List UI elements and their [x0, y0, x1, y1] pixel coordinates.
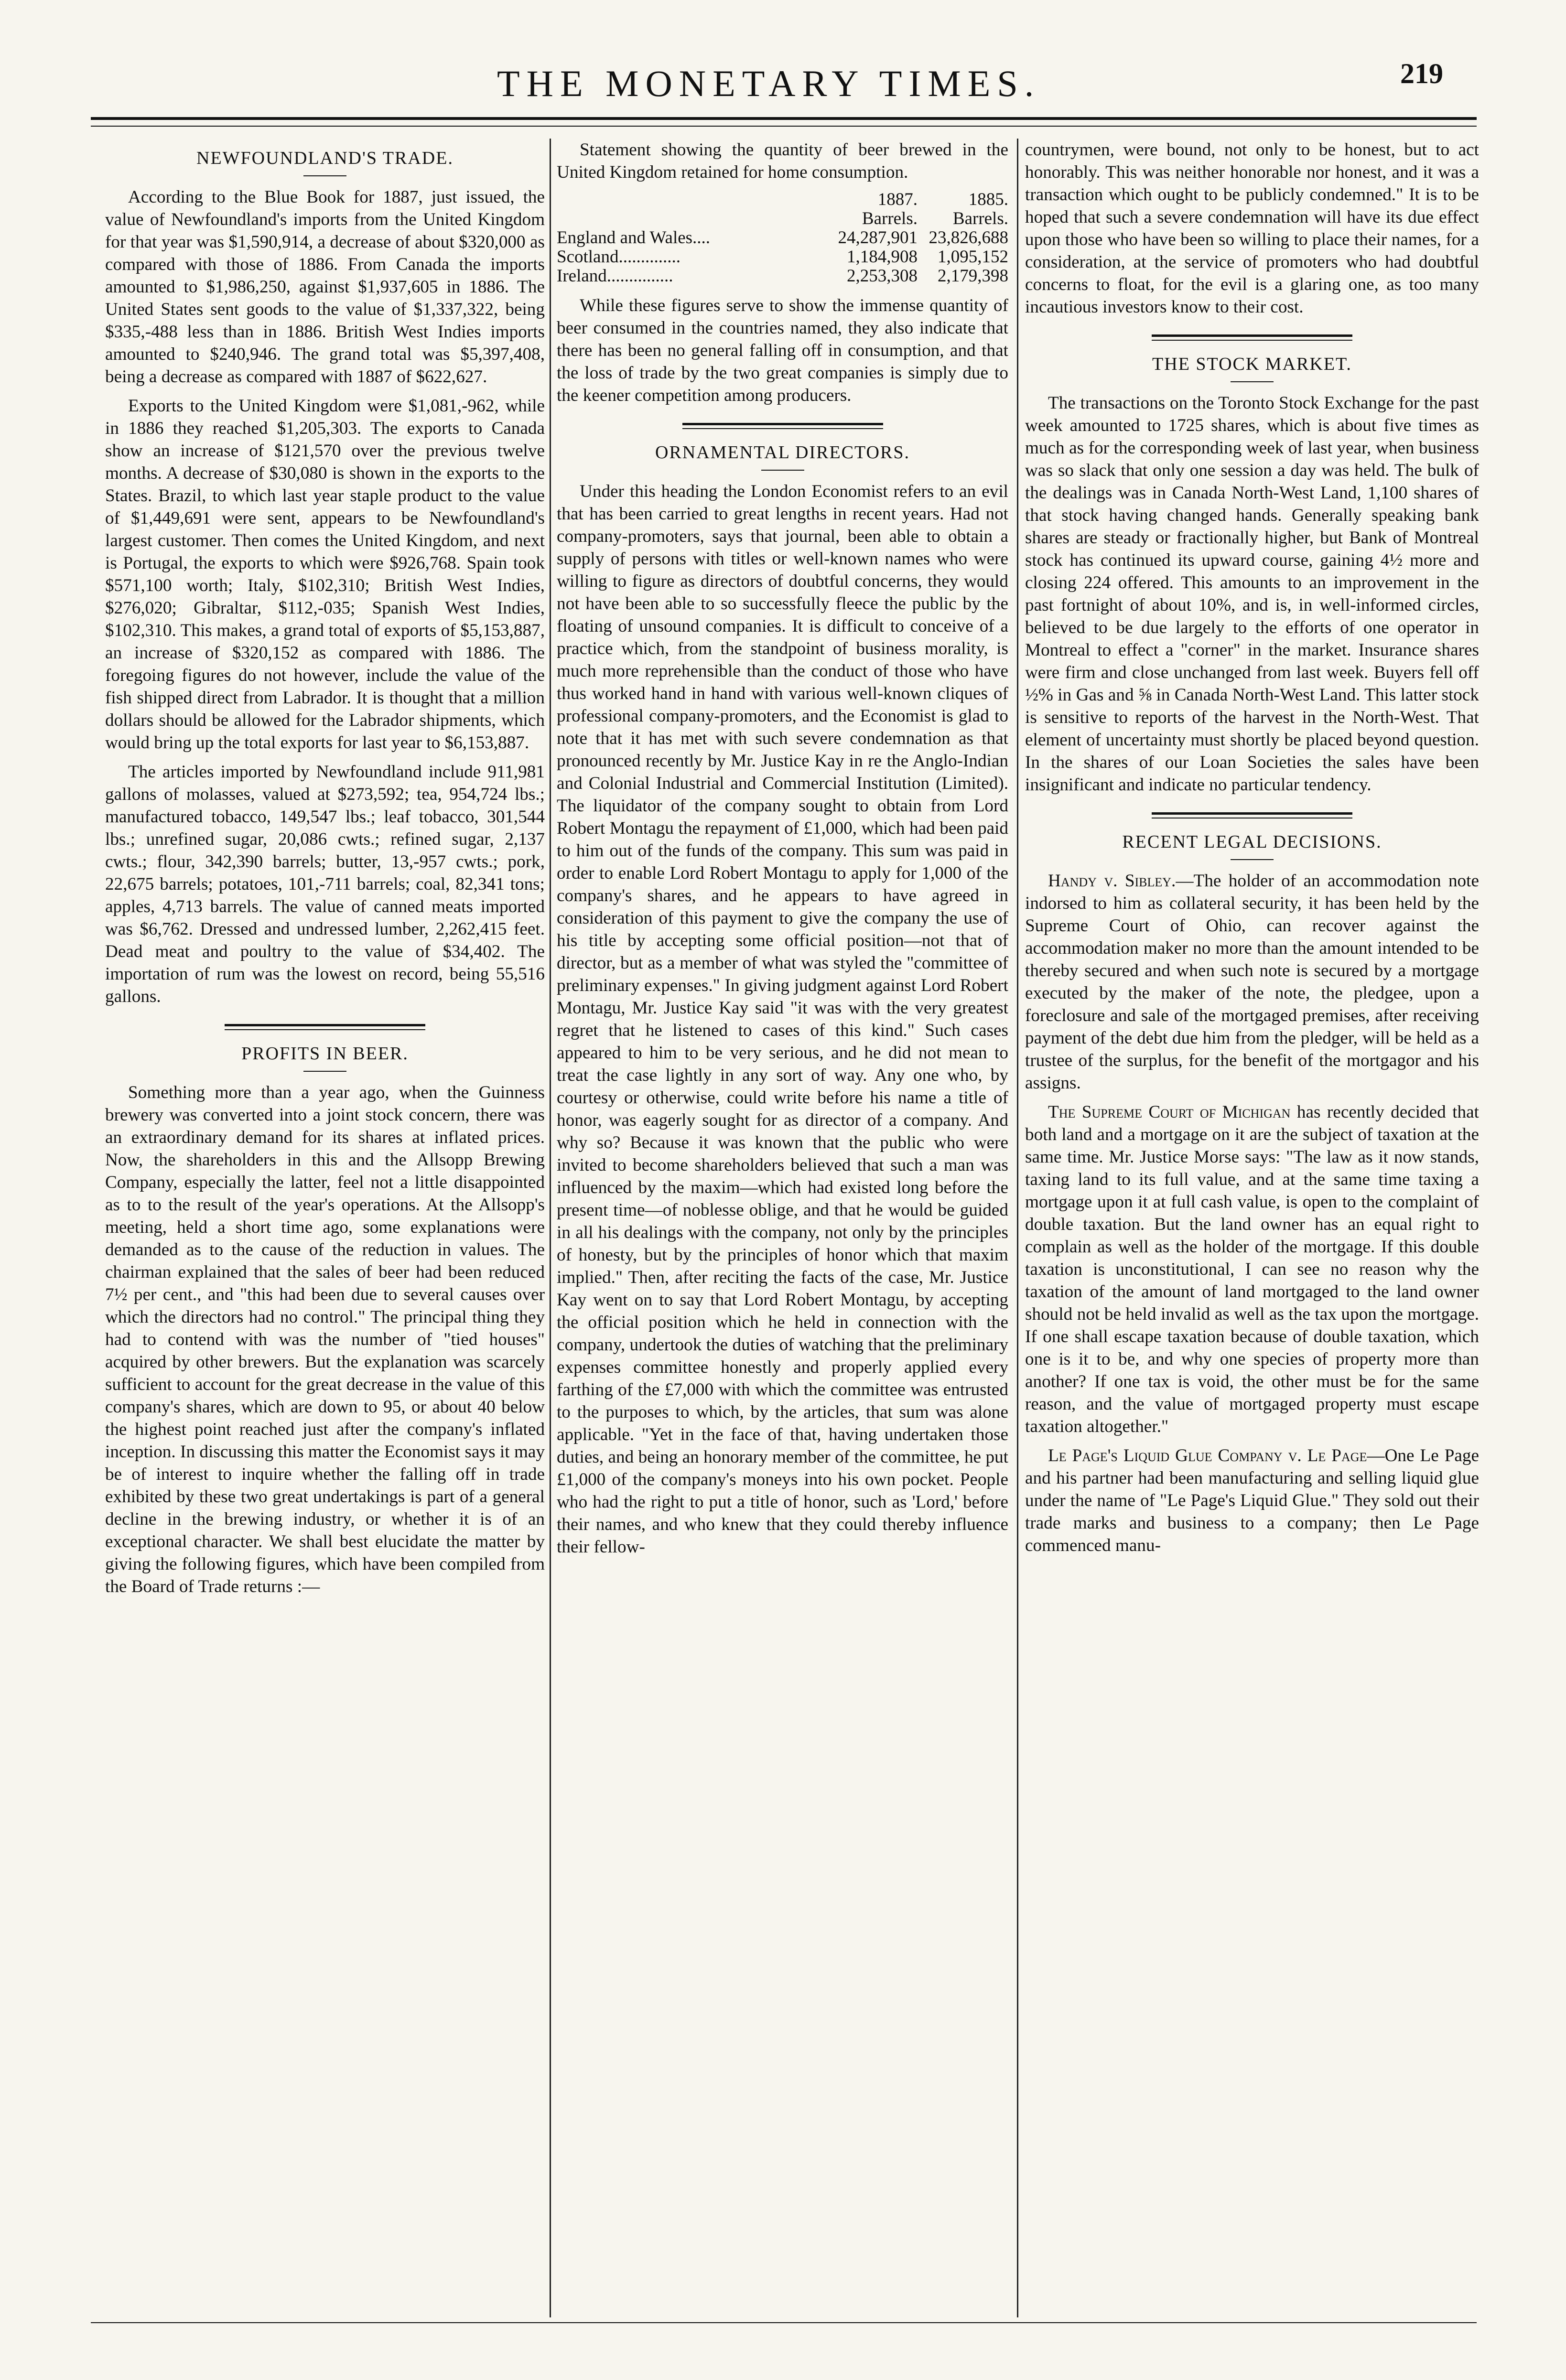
cell-value: 1,184,908: [847, 247, 918, 267]
row-label: Scotland..............: [557, 247, 680, 267]
unit-header: Barrels.: [862, 209, 918, 228]
masthead: [0, 58, 1566, 119]
cell-value: 24,287,901: [838, 228, 918, 248]
short-rule: [1231, 381, 1274, 382]
table-row: [557, 228, 1008, 248]
legal-paragraph: [1025, 1444, 1479, 1557]
short-rule: [303, 175, 346, 176]
section-heading: THE STOCK MARKET.: [1152, 354, 1352, 374]
paragraph: The articles imported by Newfoundland include 911,981 gallons of molasses, valued at $273,592; tea, 954,724 lbs.; manufactured tobacco, 149,547 lbs.; leaf tobacco, 301,544 lbs.; unrefined sugar, 20,086 cwts.; refined sugar, 2,137 cwts.; flour, 342,390 barrels; butter, 13,-957 cwts.; pork, 22,675 barrels; potatoes, 101,-711 barrels; coal, 82,341 tons; apples, 4,713 barrels. The value of canned meats imported was $6,762. Dressed and undressed lumber, 2,262,415 feet. Dead meat and poultry to the value of $34,402. The importation of rum was the lowest on record, being 55,516 gallons.: [105, 762, 545, 1006]
beer-table: [557, 190, 1008, 286]
paragraph: Something more than a year ago, when the Guinness brewery was converted into a joint stock concern, there was an extraordinary demand for its shares at inflated prices. Now, the shareholders in this and the Allsopp Brewing Company, especially the latter, feel not a little disappointed as to to the result of the year's operations. At the Allsopp's meeting, held a short time ago, some explanations were demanded as to the cause of the reduction in values. The chairman explained that the sales of beer had been reduced 7½ per cent., and "this had been due to several causes over which the directors had no control." The principal thing they had to contend with was the number of "tied houses" acquired by other brewers. But the explanation was scarcely sufficient to account for the great decrease in the value of this company's shares, which are down to 95, or about 40 below the highest point reached just after the company's inflated inception. In discussing this matter the Economist says it may be of interest to inquire whether the falling off in trade exhibited by these two great undertakings is part of a general decline in the brewing industry, or whether it is of an exceptional character. We shall best elucidate the matter by giving the following figures, which have been compiled from the Board of Trade returns :—: [105, 1083, 545, 1596]
paragraph: According to the Blue Book for 1887, just issued, the value of Newfoundland's imports from the United Kingdom for that year was $1,590,914, a decrease of about $320,000 as compared with those of 1886. From Canada the imports amounted to $1,986,250, against $1,937,605 in 1886. The United States sent goods to the value of $1,337,322, being $335,-488 less than in 1886. British West Indies imports amounted to $240,946. The grand total was $5,397,408, being a decrease as compared with 1887 of $622,627.: [105, 187, 545, 387]
header-rule-thin: [91, 126, 1477, 127]
short-rule: [1231, 859, 1274, 860]
case-text: —One Le Page and his partner had been manufacturing and selling liquid glue under the name of "Le Page's Liquid Glue." They sold out their trade marks and business to a company; then Le Page commenced manu-: [1025, 1446, 1479, 1555]
short-rule: [303, 1071, 346, 1072]
cell-value: 2,179,398: [938, 266, 1008, 286]
row-label: England and Wales....: [557, 228, 711, 248]
unit-header: Barrels.: [952, 209, 1008, 228]
case-name: Handy v. Sibley.: [1048, 871, 1176, 891]
case-name: Le Page's Liquid Glue Company v. Le Page: [1048, 1446, 1367, 1465]
legal-paragraph: [1025, 870, 1479, 1094]
table-row: [557, 267, 1008, 286]
header-rule: [91, 117, 1477, 120]
publication-title: THE MONETARY TIMES.: [497, 63, 1041, 104]
footer-rule: [91, 2322, 1477, 2323]
table-unit-row: [557, 209, 1008, 228]
column-3: [1025, 139, 1479, 2317]
legal-paragraph: [1025, 1101, 1479, 1438]
section-rule: [225, 1024, 425, 1030]
case-text: —The holder of an accommodation note indorsed to him as collateral security, it has been held by the Supreme Court of Ohio, can recover against the accommodation maker no more than the amount intended to be thereby secured and when such note is secured by a mortgage executed by the maker of the note, the pledgee, upon a foreclosure and sale of the mortgaged premises, after receiving payment of the debt due him from the pledger, will be held as a trustee of the surplus, for the benefit of the mortgagor and his assigns.: [1025, 871, 1479, 1093]
cell-value: 23,826,688: [929, 228, 1008, 248]
paragraph: Under this heading the London Economist refers to an evil that has been carried to great lengths in recent years. Had not company-promoters, says that journal, been able to obtain a supply of persons with titles or well-known names who were willing to figure as directors of doubtful concerns, they would not have been able to so successfully fleece the public by the floating of unsound companies. It is difficult to conceive of a practice which, from the standpoint of business morality, is much more reprehensible than the conduct of those who have thus worked hand in hand with various well-known cliques of professional company-promoters, and the Economist is glad to note that it has met with such severe condemnation as that pronounced recently by Mr. Justice Kay in re the Anglo-Indian and Colonial Industrial and Commercial Institution (Limited). The liquidator of the company sought to obtain from Lord Robert Montagu the repayment of £1,000, which had been paid to him out of the funds of the company. This sum was paid in order to enable Lord Robert Montagu to apply for 1,000 of the company's shares, and he appears to have agreed in consideration of this payment to give the company the use of his title by accepting some official position—not that of director, but as a member of what was styled the "committee of preliminary expenses." In giving judgment against Lord Robert Montagu, Mr. Justice Kay said "it was with the very greatest regret that he listened to cases of this kind." Such cases appeared to him to be very serious, and he did not mean to treat the case lightly in any sort of way. Any one who, by courtesy or otherwise, could write before his name a title of honor, was eagerly sought for as director of a company. And why so? Because it was known that the public who were invited to become shareholders believed that such a man was influenced by the maxim—which had existed long before the present time—of noblesse oblige, and that he would be guided in all his dealings with the company, not only by the principles of honesty, but by the principles of honor which that maxim implied." Then, after reciting the facts of the case, Mr. Justice Kay went on to say that Lord Robert Montagu, by accepting the official position which he held in connection with the company, undertook the duties of watching that the preliminary expenses committee honestly and properly applied every farthing of the £7,000 with which the committee was entrusted to the purposes to which, by the articles, that sum was alone applicable. "Yet in the face of that, having undertaken those duties, and being an honorary member of the committee, he put £1,000 of the company's moneys into his own pocket. People who had the right to put a title of honor, such as 'Lord,' before their names, and who knew that they could thereby influence their fellow-: [557, 482, 1008, 1557]
page-number: 219: [1400, 58, 1443, 89]
table-row: [557, 248, 1008, 267]
case-text: has recently decided that both land and a mortgage on it are the subject of taxation at the same time. Mr. Justice Morse says: "The law as it now stands, taxing land to its full value, and at the same time taxing a mortgage upon it at full cash value, is open to the complaint of double taxation. But the land owner has an equal right to complain as well as the holder of the mortgage. If this double taxation is unconstitutional, I can see no reason why the taxation of the amount of land mortgaged to the land owner should not be held invalid as well as the tax upon the mortgage. If one shall escape taxation because of double taxation, which one is it to be, and why one species of property more than another? If one tax is void, the other must be for the same reason, and the value of mortgaged property must escape taxation altogether.": [1025, 1102, 1479, 1436]
paragraph: While these figures serve to show the immense quantity of beer consumed in the countries named, they also indicate that there has been no general falling off in consumption, and that the loss of trade by the two great companies is simply due to the keener competition among producers.: [557, 296, 1008, 405]
column-2: [557, 139, 1008, 2317]
section-heading: PROFITS IN BEER.: [241, 1044, 409, 1064]
column-1: [105, 139, 545, 2317]
table-header-row: [557, 190, 1008, 209]
section-rule: [1152, 334, 1352, 341]
column-divider: [1017, 139, 1018, 2317]
section-rule: [682, 423, 883, 429]
cell-value: 1,095,152: [938, 247, 1008, 267]
year-header: 1885.: [968, 190, 1008, 209]
short-rule: [761, 470, 804, 471]
year-header: 1887.: [877, 190, 918, 209]
paragraph: Statement showing the quantity of beer brewed in the United Kingdom retained for home consumption.: [557, 140, 1008, 182]
column-divider: [550, 139, 551, 2317]
paragraph: countrymen, were bound, not only to be honest, but to act honorably. This was neither honorable nor honest, and it was a transaction which ought to be publicly condemned." It is to be hoped that such a severe condemnation will have its due effect upon those who have been so willing to place their names, for a consideration, at the service of promoters who had doubtful concerns to float, for the evil is a glaring one, as too many incautious investors know to their cost.: [1025, 140, 1479, 317]
section-heading: RECENT LEGAL DECISIONS.: [1122, 832, 1382, 852]
paragraph: Exports to the United Kingdom were $1,081,-962, while in 1886 they reached $1,205,303. The exports to Canada show an increase of $121,570 over the previous twelve months. A decrease of $30,080 is shown in the exports to the States. Brazil, to which last year staple product to the value of $1,449,691 were sent, appears to be Newfoundland's largest customer. Then comes the United Kingdom, and next is Portugal, the exports to which were $926,768. Spain took $571,100 worth; Italy, $102,310; British West Indies, $276,020; Gibraltar, $112,-035; Spanish West Indies, $102,310. This makes, a grand total of exports of $5,153,887, an increase of $320,152 as compared with 1886. The foregoing figures do not however, include the value of the fish shipped direct from Labrador. It is thought that a million dollars should be allowed for the Labrador shipments, which would bring up the total exports for last year to $6,153,887.: [105, 396, 545, 753]
section-rule: [1152, 812, 1352, 818]
case-name: The Supreme Court of Michigan: [1048, 1102, 1291, 1122]
section-heading: NEWFOUNDLAND'S TRADE.: [196, 148, 454, 168]
row-label: Ireland...............: [557, 266, 673, 286]
paragraph: The transactions on the Toronto Stock Exchange for the past week amounted to 1725 shares, which is about five times as much as for the corresponding week of last year, when business was so slack that only one session a day was held. The bulk of the dealings was in Canada North-West Land, 1,100 shares of that stock having changed hands. Generally speaking bank shares are steady or fractionally higher, but Bank of Montreal stock has continued its upward course, gaining 4½ more and closing 224 offered. This amounts to an improvement in the past fortnight of about 10%, and is, in well-informed circles, believed to be due largely to the efforts of one operator in Montreal to effect a "corner" in the market. Insurance shares were firm and close unchanged from last week. Buyers fell off ½% in Gas and ⅝ in Canada North-West Land. This latter stock is sensitive to reports of the harvest in the North-West. That element of uncertainty must shortly be placed beyond question. In the shares of our Loan Societies the sales have been insignificant and indicate no particular tendency.: [1025, 393, 1479, 795]
cell-value: 2,253,308: [847, 266, 918, 286]
section-heading: ORNAMENTAL DIRECTORS.: [655, 442, 910, 463]
